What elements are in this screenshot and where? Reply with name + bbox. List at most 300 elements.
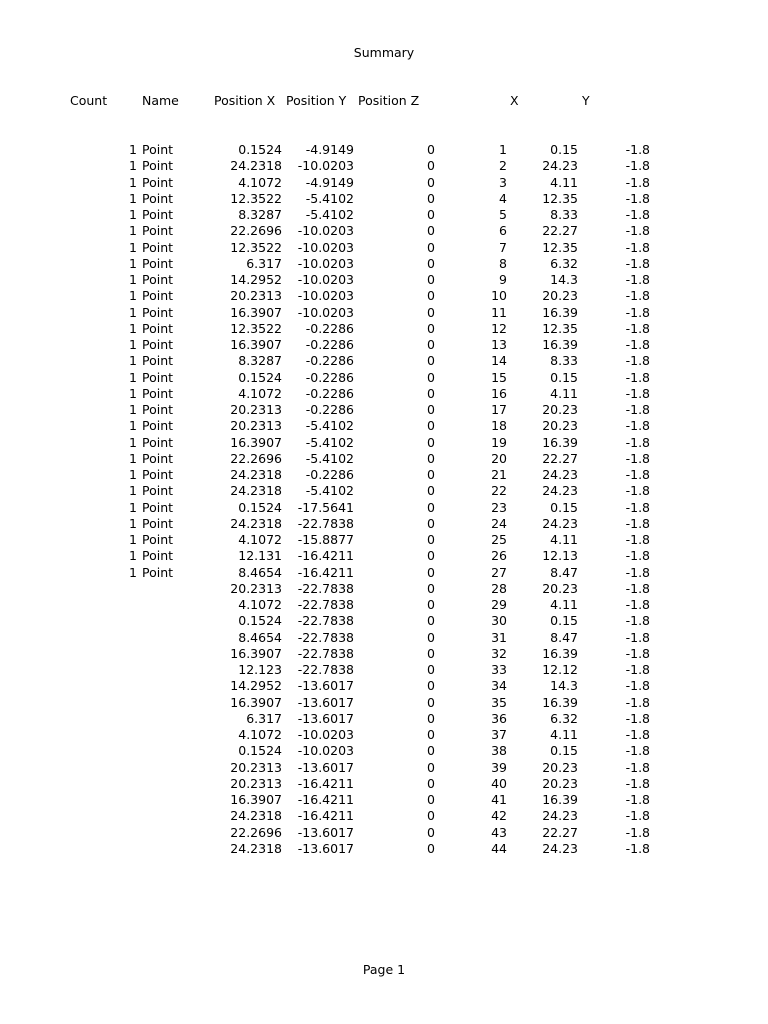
x-cell: 11	[491, 304, 507, 320]
position-x-cell: 4.1072	[238, 385, 282, 401]
position-z-cell: 0	[427, 337, 435, 352]
table-row	[0, 678, 768, 694]
y-value-x-cell: 4.11	[550, 727, 578, 742]
count-cell: 1	[129, 434, 137, 450]
table-row	[0, 483, 768, 499]
position-y-cell: -22.7838	[297, 629, 354, 645]
y-cell: -1.8	[625, 743, 650, 759]
count-cell: 1	[129, 190, 137, 206]
y-cell: -1.8	[625, 840, 650, 856]
y-value-x-cell: 0.15	[550, 743, 578, 759]
name-cell: Point	[142, 434, 174, 450]
table-row	[0, 516, 768, 532]
y-cell: -1.8	[625, 824, 650, 840]
x-cell: 20	[491, 450, 507, 466]
y-value-x-cell: 0.15	[550, 613, 578, 629]
x-cell: 40	[491, 775, 507, 791]
position-x-cell: 0.1524	[238, 142, 282, 157]
y-cell: -1.8	[625, 694, 650, 710]
table-row	[0, 207, 768, 223]
position-z-cell: 0	[427, 710, 435, 726]
x-cell: 7	[499, 239, 507, 255]
position-x-cell: 4.1072	[238, 174, 282, 190]
table-row	[0, 581, 768, 597]
position-x-cell: 16.3907	[230, 645, 282, 661]
x-cell: 18	[491, 418, 507, 434]
y-value-x-cell: 4.11	[550, 532, 578, 547]
position-z-cell: 0	[427, 694, 435, 710]
table-row	[0, 776, 768, 792]
count-cell: 1	[129, 337, 137, 352]
table-row	[0, 792, 768, 808]
x-cell: 34	[491, 678, 507, 694]
position-z-cell: 0	[427, 369, 435, 385]
y-value-x-cell: 6.32	[550, 710, 578, 726]
position-z-cell: 0	[427, 548, 435, 564]
position-z-cell: 0	[427, 385, 435, 401]
name-cell: Point	[142, 548, 174, 564]
position-x-cell: 12.3522	[230, 239, 282, 255]
count-cell: 1	[129, 158, 137, 174]
position-x-cell: 12.123	[238, 662, 282, 677]
position-y-cell: -10.0203	[297, 272, 354, 287]
x-cell: 12	[491, 320, 507, 336]
position-y-cell: -22.7838	[297, 613, 354, 629]
count-cell: 1	[129, 207, 137, 222]
position-z-cell: 0	[427, 353, 435, 369]
y-value-x-cell: 16.39	[542, 792, 578, 807]
position-y-cell: -10.0203	[297, 288, 354, 304]
count-cell: 1	[129, 532, 137, 547]
position-z-cell: 0	[427, 239, 435, 255]
table-row	[0, 500, 768, 516]
y-cell: -1.8	[625, 337, 650, 352]
page-footer: Page 1	[362, 962, 406, 977]
count-cell: 1	[129, 418, 137, 434]
y-value-x-cell: 0.15	[550, 369, 578, 385]
data-table-body	[0, 142, 768, 857]
position-x-cell: 14.2952	[230, 678, 282, 694]
count-cell: 1	[129, 239, 137, 255]
x-cell: 10	[491, 288, 507, 304]
count-cell: 1	[129, 369, 137, 385]
y-value-x-cell: 20.23	[542, 580, 578, 596]
position-z-cell: 0	[427, 142, 435, 157]
count-cell: 1	[129, 353, 137, 369]
position-z-cell: 0	[427, 808, 435, 824]
y-value-x-cell: 24.23	[542, 808, 578, 824]
position-y-cell: -22.7838	[297, 645, 354, 661]
page-title: Summary	[353, 45, 415, 60]
y-cell: -1.8	[625, 450, 650, 466]
position-z-cell: 0	[427, 597, 435, 612]
column-header-position-x: Position X	[214, 93, 276, 108]
position-y-cell: -5.4102	[305, 418, 354, 434]
position-y-cell: -4.9149	[305, 174, 354, 190]
x-cell: 3	[499, 174, 507, 190]
x-cell: 26	[491, 548, 507, 564]
position-z-cell: 0	[427, 564, 435, 580]
table-row	[0, 695, 768, 711]
y-cell: -1.8	[625, 142, 650, 157]
position-x-cell: 16.3907	[230, 304, 282, 320]
y-value-x-cell: 20.23	[542, 759, 578, 775]
y-cell: -1.8	[625, 288, 650, 304]
table-row	[0, 240, 768, 256]
x-cell: 32	[491, 645, 507, 661]
position-y-cell: -16.4211	[297, 548, 354, 564]
table-row	[0, 597, 768, 613]
y-value-x-cell: 12.35	[542, 239, 578, 255]
x-cell: 23	[491, 499, 507, 515]
position-y-cell: -0.2286	[305, 467, 354, 482]
position-z-cell: 0	[427, 174, 435, 190]
position-z-cell: 0	[427, 727, 435, 742]
position-x-cell: 4.1072	[238, 597, 282, 612]
y-value-x-cell: 24.23	[542, 158, 578, 174]
y-cell: -1.8	[625, 402, 650, 417]
column-header-position-y: Position Y	[286, 93, 347, 108]
table-row	[0, 435, 768, 451]
y-value-x-cell: 20.23	[542, 402, 578, 417]
y-cell: -1.8	[625, 629, 650, 645]
y-value-x-cell: 12.35	[542, 320, 578, 336]
position-y-cell: -16.4211	[297, 792, 354, 807]
position-x-cell: 0.1524	[238, 369, 282, 385]
count-cell: 1	[129, 288, 137, 304]
position-z-cell: 0	[427, 255, 435, 271]
position-y-cell: -5.4102	[305, 207, 354, 222]
y-value-x-cell: 14.3	[550, 272, 578, 287]
count-cell: 1	[129, 272, 137, 287]
position-x-cell: 4.1072	[238, 727, 282, 742]
position-x-cell: 12.131	[238, 548, 282, 564]
count-cell: 1	[129, 467, 137, 482]
y-value-x-cell: 4.11	[550, 385, 578, 401]
x-cell: 4	[499, 190, 507, 206]
y-cell: -1.8	[625, 759, 650, 775]
position-x-cell: 22.2696	[230, 450, 282, 466]
y-value-x-cell: 6.32	[550, 255, 578, 271]
position-x-cell: 24.2318	[230, 515, 282, 531]
position-x-cell: 0.1524	[238, 613, 282, 629]
y-cell: -1.8	[625, 320, 650, 336]
position-x-cell: 16.3907	[230, 792, 282, 807]
column-header-x: X	[510, 93, 519, 108]
count-cell: 1	[129, 142, 137, 157]
position-z-cell: 0	[427, 613, 435, 629]
y-value-x-cell: 4.11	[550, 597, 578, 612]
name-cell: Point	[142, 467, 174, 482]
y-cell: -1.8	[625, 467, 650, 482]
position-z-cell: 0	[427, 775, 435, 791]
position-y-cell: -10.0203	[297, 223, 354, 239]
position-z-cell: 0	[427, 759, 435, 775]
y-cell: -1.8	[625, 483, 650, 499]
x-cell: 5	[499, 207, 507, 222]
x-cell: 37	[491, 727, 507, 742]
count-cell: 1	[129, 174, 137, 190]
count-cell: 1	[129, 402, 137, 417]
count-cell: 1	[129, 515, 137, 531]
position-z-cell: 0	[427, 304, 435, 320]
table-row	[0, 565, 768, 581]
position-y-cell: -13.6017	[297, 678, 354, 694]
name-cell: Point	[142, 239, 174, 255]
x-cell: 35	[491, 694, 507, 710]
y-cell: -1.8	[625, 792, 650, 807]
count-cell: 1	[129, 548, 137, 564]
position-z-cell: 0	[427, 434, 435, 450]
table-row	[0, 662, 768, 678]
x-cell: 43	[491, 824, 507, 840]
y-cell: -1.8	[625, 808, 650, 824]
position-x-cell: 8.3287	[238, 207, 282, 222]
position-y-cell: -5.4102	[305, 450, 354, 466]
table-row	[0, 175, 768, 191]
position-y-cell: -10.0203	[297, 239, 354, 255]
y-cell: -1.8	[625, 710, 650, 726]
y-cell: -1.8	[625, 434, 650, 450]
position-z-cell: 0	[427, 402, 435, 417]
position-x-cell: 4.1072	[238, 532, 282, 547]
table-row	[0, 370, 768, 386]
position-z-cell: 0	[427, 320, 435, 336]
position-z-cell: 0	[427, 662, 435, 677]
y-value-x-cell: 24.23	[542, 483, 578, 499]
position-z-cell: 0	[427, 288, 435, 304]
y-cell: -1.8	[625, 515, 650, 531]
table-row	[0, 451, 768, 467]
position-y-cell: -13.6017	[297, 759, 354, 775]
y-cell: -1.8	[625, 304, 650, 320]
position-x-cell: 14.2952	[230, 272, 282, 287]
position-z-cell: 0	[427, 158, 435, 174]
count-cell: 1	[129, 320, 137, 336]
y-value-x-cell: 14.3	[550, 678, 578, 694]
x-cell: 28	[491, 580, 507, 596]
name-cell: Point	[142, 223, 174, 239]
y-cell: -1.8	[625, 255, 650, 271]
y-value-x-cell: 12.35	[542, 190, 578, 206]
name-cell: Point	[142, 272, 174, 287]
y-cell: -1.8	[625, 239, 650, 255]
position-z-cell: 0	[427, 645, 435, 661]
position-z-cell: 0	[427, 272, 435, 287]
position-z-cell: 0	[427, 483, 435, 499]
position-x-cell: 22.2696	[230, 223, 282, 239]
x-cell: 29	[491, 597, 507, 612]
position-x-cell: 20.2313	[230, 418, 282, 434]
table-row	[0, 402, 768, 418]
x-cell: 21	[491, 467, 507, 482]
name-cell: Point	[142, 190, 174, 206]
count-cell: 1	[129, 499, 137, 515]
table-row	[0, 825, 768, 841]
y-cell: -1.8	[625, 207, 650, 222]
position-y-cell: -5.4102	[305, 434, 354, 450]
table-row	[0, 418, 768, 434]
position-z-cell: 0	[427, 499, 435, 515]
name-cell: Point	[142, 418, 174, 434]
y-value-x-cell: 0.15	[550, 142, 578, 157]
position-y-cell: -0.2286	[305, 369, 354, 385]
table-row	[0, 711, 768, 727]
position-x-cell: 20.2313	[230, 759, 282, 775]
name-cell: Point	[142, 353, 174, 369]
y-value-x-cell: 22.27	[542, 223, 578, 239]
y-cell: -1.8	[625, 499, 650, 515]
name-cell: Point	[142, 158, 174, 174]
y-value-x-cell: 20.23	[542, 288, 578, 304]
count-cell: 1	[129, 564, 137, 580]
table-row	[0, 743, 768, 759]
x-cell: 42	[491, 808, 507, 824]
position-x-cell: 20.2313	[230, 288, 282, 304]
position-z-cell: 0	[427, 743, 435, 759]
table-row	[0, 353, 768, 369]
y-value-x-cell: 24.23	[542, 840, 578, 856]
position-y-cell: -13.6017	[297, 824, 354, 840]
position-y-cell: -15.8877	[297, 532, 354, 547]
position-x-cell: 24.2318	[230, 467, 282, 482]
table-row	[0, 288, 768, 304]
name-cell: Point	[142, 515, 174, 531]
x-cell: 17	[491, 402, 507, 417]
position-x-cell: 8.3287	[238, 353, 282, 369]
name-cell: Point	[142, 402, 174, 417]
position-y-cell: -10.0203	[297, 255, 354, 271]
position-y-cell: -16.4211	[297, 808, 354, 824]
position-y-cell: -22.7838	[297, 515, 354, 531]
position-y-cell: -10.0203	[297, 743, 354, 759]
x-cell: 30	[491, 613, 507, 629]
table-row	[0, 467, 768, 483]
table-row	[0, 321, 768, 337]
position-z-cell: 0	[427, 207, 435, 222]
position-y-cell: -0.2286	[305, 353, 354, 369]
y-cell: -1.8	[625, 775, 650, 791]
y-value-x-cell: 8.47	[550, 629, 578, 645]
position-y-cell: -10.0203	[297, 158, 354, 174]
position-z-cell: 0	[427, 223, 435, 239]
count-cell: 1	[129, 385, 137, 401]
table-row	[0, 337, 768, 353]
y-cell: -1.8	[625, 272, 650, 287]
x-cell: 1	[499, 142, 507, 157]
position-x-cell: 16.3907	[230, 337, 282, 352]
position-y-cell: -13.6017	[297, 840, 354, 856]
name-cell: Point	[142, 450, 174, 466]
position-x-cell: 24.2318	[230, 808, 282, 824]
table-row	[0, 256, 768, 272]
table-row	[0, 548, 768, 564]
name-cell: Point	[142, 142, 174, 157]
table-row	[0, 727, 768, 743]
y-value-x-cell: 22.27	[542, 824, 578, 840]
y-cell: -1.8	[625, 353, 650, 369]
position-z-cell: 0	[427, 515, 435, 531]
x-cell: 33	[491, 662, 507, 677]
x-cell: 15	[491, 369, 507, 385]
table-row	[0, 613, 768, 629]
y-cell: -1.8	[625, 385, 650, 401]
y-value-x-cell: 16.39	[542, 337, 578, 352]
y-value-x-cell: 4.11	[550, 174, 578, 190]
position-y-cell: -13.6017	[297, 710, 354, 726]
position-y-cell: -4.9149	[305, 142, 354, 157]
y-cell: -1.8	[625, 548, 650, 564]
x-cell: 24	[491, 515, 507, 531]
y-value-x-cell: 16.39	[542, 304, 578, 320]
x-cell: 38	[491, 743, 507, 759]
x-cell: 6	[499, 223, 507, 239]
name-cell: Point	[142, 337, 174, 352]
name-cell: Point	[142, 320, 174, 336]
count-cell: 1	[129, 304, 137, 320]
position-x-cell: 24.2318	[230, 158, 282, 174]
y-value-x-cell: 16.39	[542, 434, 578, 450]
column-header-count: Count	[70, 93, 108, 108]
name-cell: Point	[142, 288, 174, 304]
position-y-cell: -13.6017	[297, 694, 354, 710]
position-x-cell: 12.3522	[230, 190, 282, 206]
position-x-cell: 8.4654	[238, 564, 282, 580]
x-cell: 19	[491, 434, 507, 450]
x-cell: 14	[491, 353, 507, 369]
count-cell: 1	[129, 255, 137, 271]
position-x-cell: 0.1524	[238, 499, 282, 515]
x-cell: 41	[491, 792, 507, 807]
count-cell: 1	[129, 223, 137, 239]
x-cell: 8	[499, 255, 507, 271]
position-x-cell: 24.2318	[230, 840, 282, 856]
position-y-cell: -0.2286	[305, 337, 354, 352]
position-x-cell: 20.2313	[230, 580, 282, 596]
position-x-cell: 6.317	[246, 710, 282, 726]
table-row	[0, 142, 768, 158]
y-value-x-cell: 12.12	[542, 662, 578, 677]
x-cell: 31	[491, 629, 507, 645]
position-y-cell: -22.7838	[297, 662, 354, 677]
column-header-name: Name	[142, 93, 179, 108]
position-x-cell: 20.2313	[230, 402, 282, 417]
y-cell: -1.8	[625, 678, 650, 694]
count-cell: 1	[129, 483, 137, 499]
position-z-cell: 0	[427, 678, 435, 694]
y-value-x-cell: 24.23	[542, 467, 578, 482]
x-cell: 16	[491, 385, 507, 401]
position-y-cell: -5.4102	[305, 483, 354, 499]
table-row	[0, 191, 768, 207]
position-x-cell: 0.1524	[238, 743, 282, 759]
y-value-x-cell: 12.13	[542, 548, 578, 564]
y-value-x-cell: 8.33	[550, 207, 578, 222]
table-row	[0, 760, 768, 776]
table-row	[0, 630, 768, 646]
position-y-cell: -0.2286	[305, 385, 354, 401]
position-x-cell: 16.3907	[230, 694, 282, 710]
name-cell: Point	[142, 385, 174, 401]
table-row	[0, 808, 768, 824]
x-cell: 44	[491, 840, 507, 856]
position-z-cell: 0	[427, 467, 435, 482]
position-z-cell: 0	[427, 580, 435, 596]
table-row	[0, 305, 768, 321]
y-cell: -1.8	[625, 564, 650, 580]
y-cell: -1.8	[625, 158, 650, 174]
name-cell: Point	[142, 304, 174, 320]
